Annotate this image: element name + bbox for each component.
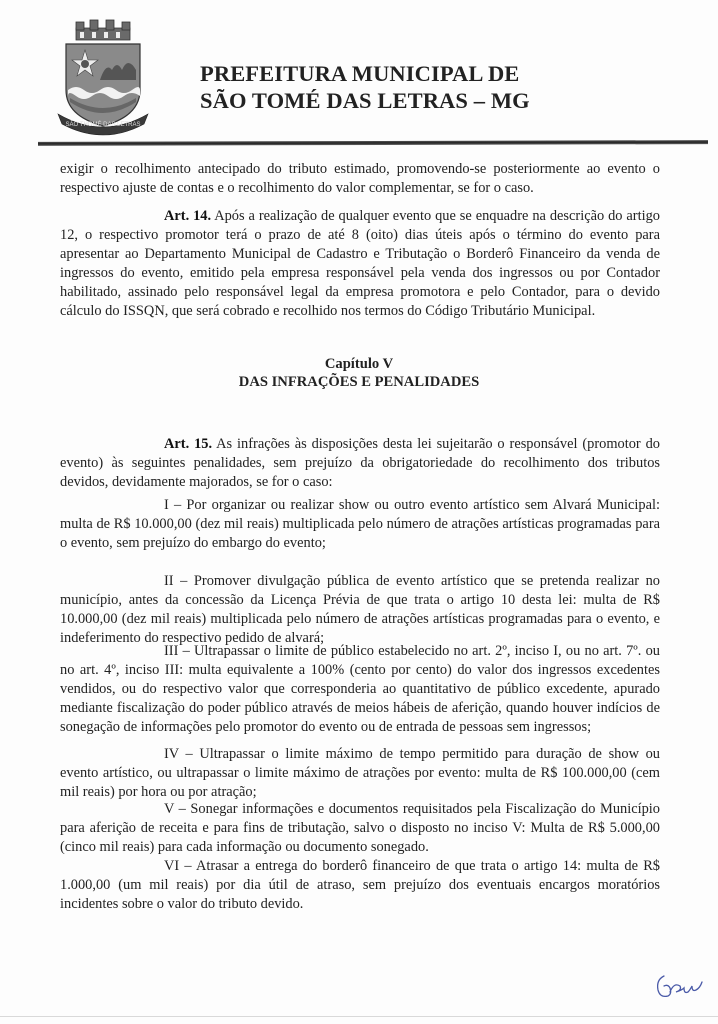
chapter-heading — [0, 355, 718, 391]
inciso-text: I – Por organizar ou realizar show ou outro evento artístico sem Alvará Municipal: multa de R$ 10.000,00 (dez mil reais) multiplicada pelo número de atrações artísticas programadas para o evento, sem prejuízo do embargo do evento; — [60, 497, 660, 551]
inciso-item — [60, 857, 660, 914]
inciso-text: II – Promover divulgação pública de evento artístico que se pretenda realizar no município, antes da concessão da Licença Prévia de que trata o artigo 10 desta lei: multa de R$ 10.000,00 (dez mil reais) multiplicada pelo número de atrações artísticas programadas para o evento, e indeferimento do respectivo pedido de alvará; — [60, 573, 660, 646]
chapter-number: Capítulo V — [324, 356, 394, 372]
inciso-text: VI – Atrasar a entrega do borderô financeiro de que trata o artigo 14: multa de R$ 1.000,00 (um mil reais) por dia útil de atraso, sem prejuízo dos eventuais encargos moratórios incidentes sobre o valor do tributo devido. — [60, 858, 660, 912]
coat-of-arms-icon — [52, 18, 154, 136]
header-title-line2: SÃO TOMÉ DAS LETRAS – MG — [200, 88, 530, 113]
inciso-item — [60, 745, 660, 802]
page-bottom-edge — [0, 1016, 718, 1017]
signature-initials-icon — [650, 970, 710, 1004]
paragraph-continuation: exigir o recolhimento antecipado do tributo estimado, promovendo-se posteriormente ao evento o respectivo ajuste de contas e o recolhimento do valor complementar, se for o caso. — [60, 161, 660, 196]
header-title-line1: PREFEITURA MUNICIPAL DE — [200, 61, 520, 86]
article-15-label: Art. 15. — [164, 436, 213, 452]
inciso-item — [60, 572, 660, 648]
inciso-item — [60, 800, 660, 857]
crest-ribbon-text: SÃO THOMÉ DAS LETRAS — [65, 122, 141, 128]
article-15 — [60, 435, 660, 492]
article-14-text: Após a realização de qualquer evento que se enquadre na descrição do artigo 12, o respectivo promotor terá o prazo de até 8 (oito) dias úteis após o término do evento para apresentar ao Departamento Municipal de Cadastro e Tributação o Borderô Financeiro da venda de ingressos do evento, emitido pela empresa responsável pela venda dos ingressos ou por Contador habilitado, assinado pelo responsável legal da empresa promotora e pelo Contador, para o devido cálculo do ISSQN, que será cobrado e recolhido nos termos do Código Tributário Municipal. — [60, 208, 660, 319]
chapter-title: DAS INFRAÇÕES E PENALIDADES — [238, 374, 480, 390]
inciso-item — [60, 642, 660, 737]
article-14-label: Art. 14. — [164, 208, 212, 224]
header-title — [200, 60, 530, 114]
inciso-item — [60, 496, 660, 553]
header-divider — [38, 140, 708, 146]
inciso-text: V – Sonegar informações e documentos requisitados pela Fiscalização do Município para aferição de receita e para fins de tributação, salvo o disposto no inciso V: Multa de R$ 5.000,00 (cinco mil reais) para cada informação ou documento sonegado. — [60, 801, 660, 855]
inciso-text: IV – Ultrapassar o limite máximo de tempo permitido para duração de show ou evento artístico, ou ultrapassar o limite máximo de atrações por evento: multa de R$ 100.000,00 (cem mil reais) por hora ou por atração; — [60, 746, 660, 800]
inciso-text: III – Ultrapassar o limite de público estabelecido no art. 2º, inciso I, ou no art. 7º. ou no art. 4º, inciso III: multa equivalente a 100% (cento por cento) do valor dos ingressos excedentes vendidos, ou do respectivo valor que corresponderia ao quantitativo de público excedente, apurado mediante fiscalização do poder público através de meios hábeis de aferição, quando houver indícios de sonegação de informações pelo promotor do evento ou de entrada de pessoas sem ingressos; — [60, 643, 660, 735]
article-14 — [60, 207, 660, 321]
article-15-text: As infrações às disposições desta lei sujeitarão o responsável (promotor do evento) às seguintes penalidades, sem prejuízo da obrigatoriedade do recolhimento dos tributos devidos, devidamente majorados, se for o caso: — [60, 436, 660, 490]
